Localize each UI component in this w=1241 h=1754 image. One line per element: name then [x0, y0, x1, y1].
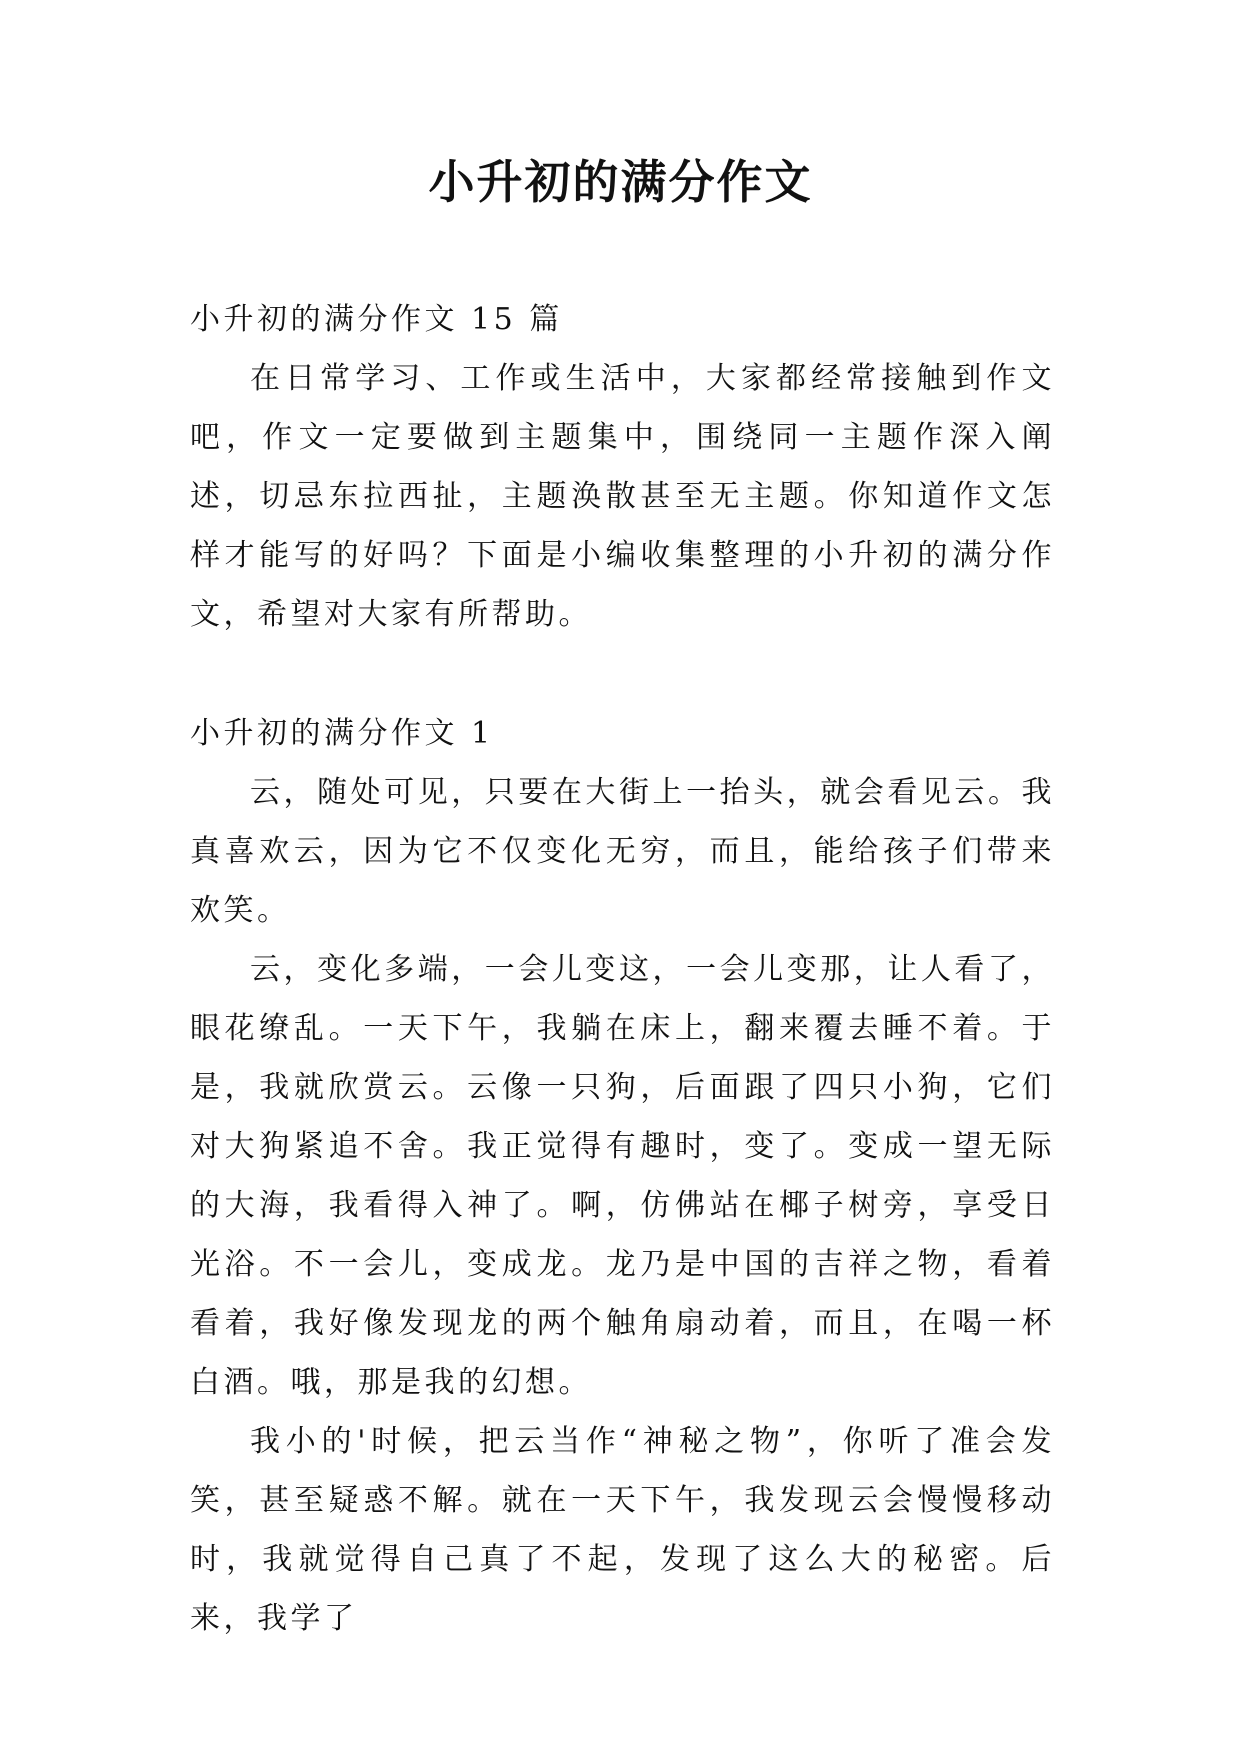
- document-title: 小升初的满分作文: [428, 155, 813, 209]
- document-subtitle: 小升初的满分作文 15 篇: [190, 302, 563, 337]
- body-paragraph: 云，随处可见，只要在大街上一抬头，就会看见云。我真喜欢云，因为它不仅变化无穷，而且，能给孩子们带来欢笑。: [190, 775, 1055, 928]
- intro-paragraph: 在日常学习、工作或生活中，大家都经常接触到作文吧，作文一定要做到主题集中，围绕同一主题作深入阐述，切忌东拉西扯，主题涣散甚至无主题。你知道作文怎样才能写的好吗？下面是小编收集整理的小升初的满分作文，希望对大家有所帮助。: [190, 361, 1055, 632]
- body-paragraph: 云，变化多端，一会儿变这，一会儿变那，让人看了，眼花缭乱。一天下午，我躺在床上，翻来覆去睡不着。于是，我就欣赏云。云像一只狗，后面跟了四只小狗，它们对大狗紧追不舍。我正觉得有趣时，变了。变成一望无际的大海，我看得入神了。啊，仿佛站在椰子树旁，享受日光浴。不一会儿，变成龙。龙乃是中国的吉祥之物，看着看着，我好像发现龙的两个触角扇动着，而且，在喝一杯白酒。哦，那是我的幻想。: [190, 952, 1055, 1400]
- section-spacer: [190, 644, 1055, 704]
- body-paragraph: 我小的'时候，把云当作“神秘之物”，你听了准会发笑，甚至疑惑不解。就在一天下午，我发现云会慢慢移动时，我就觉得自己真了不起，发现了这么大的秘密。后来，我学了: [190, 1424, 1055, 1636]
- document-body: [190, 290, 1055, 1648]
- section-heading: 小升初的满分作文 1: [190, 716, 494, 751]
